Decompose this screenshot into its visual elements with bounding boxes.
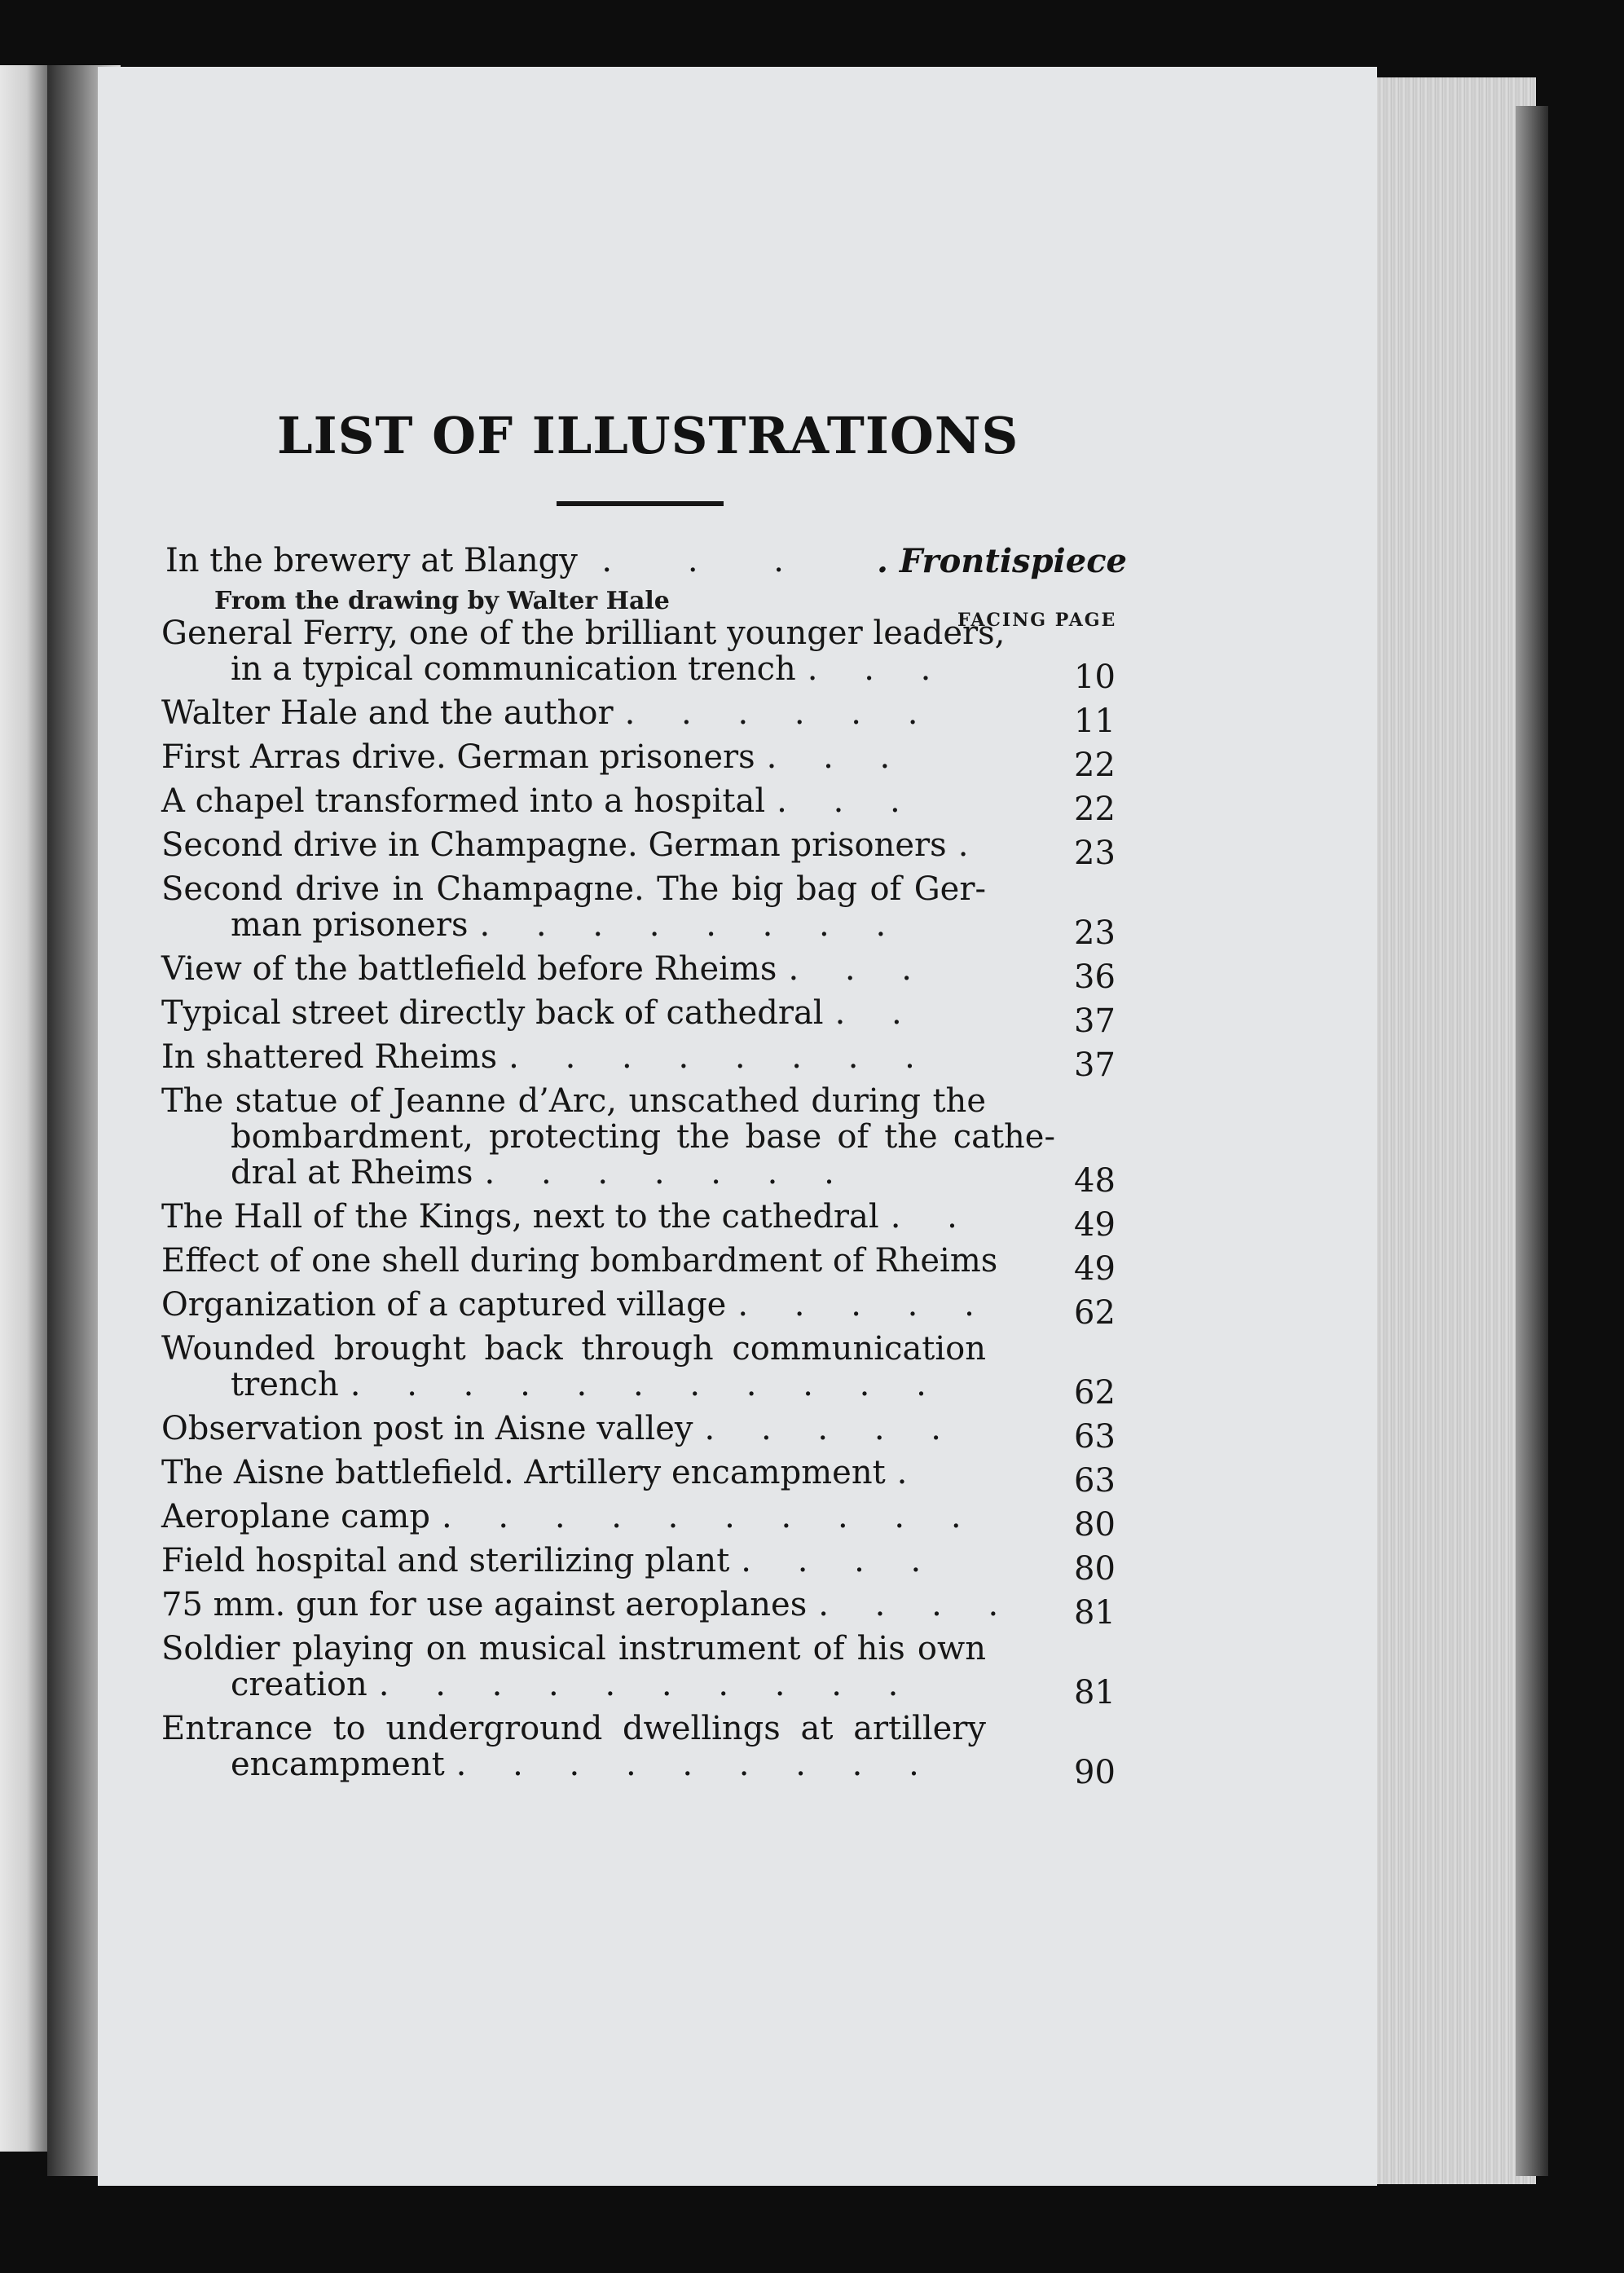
- entry-caption-line: [161, 1711, 986, 1747]
- entry-caption-text: In shattered Rheims: [161, 1038, 498, 1076]
- entry-caption-line: [161, 1455, 1139, 1491]
- entry-caption-text: Wounded brought back through communication: [161, 1330, 986, 1368]
- dot-leader: . .: [834, 994, 920, 1032]
- list-item: [161, 1542, 1139, 1588]
- entry-caption-text: encampment: [231, 1746, 445, 1783]
- entry-caption-line: [161, 1411, 1139, 1447]
- entry-caption-text: Organization of a captured village: [161, 1286, 727, 1324]
- entry-caption-text: Soldier playing on musical instrument of his own: [161, 1630, 986, 1667]
- list-item: [161, 950, 1139, 996]
- page-number: 11: [1074, 703, 1116, 740]
- frontispiece-credit: From the drawing by Walter Hale: [214, 587, 670, 615]
- list-item: [161, 1198, 1139, 1244]
- entry-caption-line: [161, 783, 1139, 819]
- entry-caption-line: [161, 995, 1139, 1031]
- entry-caption-text: Observation post in Aisne valley: [161, 1410, 693, 1447]
- dot-leader: . . . . . . . . . . .: [350, 1366, 944, 1403]
- page-number: 49: [1074, 1250, 1116, 1288]
- entry-caption-text: The Hall of the Kings, next to the cathedral: [161, 1198, 879, 1236]
- page-number: 36: [1074, 958, 1116, 996]
- entry-caption-text: Second drive in Champagne. The big bag of Ger-: [161, 870, 986, 908]
- dot-leader: . . . . . .: [624, 694, 936, 732]
- entry-caption-text: dral at Rheims: [231, 1154, 473, 1192]
- entry-caption-line: [161, 1631, 986, 1667]
- entry-caption-text: The Aisne battlefield. Artillery encampment: [161, 1454, 886, 1491]
- entry-caption-text: 75 mm. gun for use against aeroplanes: [161, 1586, 808, 1623]
- page-number: 81: [1074, 1674, 1116, 1711]
- entry-caption-text: Effect of one shell during bombardment of Rheims: [161, 1242, 998, 1280]
- list-item: [161, 1410, 1139, 1456]
- entry-caption-text: in a typical communication trench: [231, 650, 796, 688]
- page-number: 23: [1074, 835, 1116, 872]
- list-item: [161, 826, 1139, 872]
- page-stack-shadow: [1516, 106, 1548, 2176]
- page-number: 80: [1074, 1550, 1116, 1588]
- entry-caption-line: [161, 1155, 1139, 1191]
- page-number: 22: [1074, 791, 1116, 828]
- frontispiece-leader: . . . .: [516, 542, 817, 579]
- entry-caption-line: [161, 1083, 986, 1119]
- frontispiece-page: . Frontispiece: [877, 542, 1127, 580]
- page-number: 90: [1074, 1754, 1116, 1791]
- dot-leader: . .: [890, 1198, 975, 1236]
- entry-caption-line: [161, 1667, 1139, 1703]
- entry-caption-text: man prisoners: [231, 906, 469, 944]
- entry-caption-text: General Ferry, one of the brilliant younger leaders,: [161, 615, 1006, 652]
- dot-leader: . . .: [788, 950, 931, 988]
- entry-caption-text: First Arras drive. German prisoners: [161, 738, 755, 776]
- entry-caption-text: Second drive in Champagne. German prisoners: [161, 826, 947, 864]
- entry-caption-text: Aeroplane camp: [161, 1498, 430, 1535]
- illustrations-list: [161, 615, 1139, 1791]
- dot-leader: . . . . . . . . .: [456, 1746, 937, 1783]
- dot-leader: . . .: [766, 738, 909, 776]
- page-number: 62: [1074, 1294, 1116, 1332]
- title-rule: [557, 501, 724, 506]
- entry-caption-line: [161, 695, 1139, 731]
- entry-caption-text: Entrance to underground dwellings at artillery: [161, 1710, 986, 1747]
- left-page-edge: [0, 65, 49, 2152]
- page-number: 49: [1074, 1206, 1116, 1244]
- entry-caption-line: [161, 827, 1139, 863]
- entry-caption-text: Typical street directly back of cathedral: [161, 994, 824, 1032]
- page-number: 63: [1074, 1418, 1116, 1456]
- entry-caption-text: A chapel transformed into a hospital: [161, 782, 766, 820]
- list-item: [161, 1286, 1139, 1332]
- page-number: 37: [1074, 1046, 1116, 1084]
- frontispiece-entry: [165, 542, 1127, 583]
- entry-caption-text: Walter Hale and the author: [161, 694, 614, 732]
- dot-leader: [997, 1242, 1009, 1280]
- entry-caption-text: The statue of Jeanne d’Arc, unscathed during the: [161, 1082, 986, 1120]
- list-item: [161, 738, 1139, 784]
- page-number: 10: [1074, 659, 1116, 696]
- list-item: [161, 1242, 1139, 1288]
- dot-leader: . . . . . . . . . .: [441, 1498, 979, 1535]
- entry-caption-line: [161, 1367, 1139, 1403]
- dot-leader: . . . . . . . . . .: [378, 1666, 917, 1703]
- entry-caption-text: bombardment, protecting the base of the cathe-: [231, 1118, 1055, 1156]
- dot-leader: . . . . . . .: [484, 1154, 852, 1192]
- list-item: [161, 870, 1139, 952]
- entry-caption-line: [161, 615, 1006, 652]
- entry-caption-line: [161, 1287, 1139, 1323]
- entry-caption-line: [161, 907, 1139, 943]
- list-item: [161, 994, 1139, 1040]
- page-title: LIST OF ILLUSTRATIONS: [277, 406, 1019, 465]
- dot-leader: .: [896, 1454, 926, 1491]
- entry-caption-line: [161, 1499, 1139, 1535]
- page-number: 22: [1074, 747, 1116, 784]
- dot-leader: . . . . .: [737, 1286, 992, 1324]
- dot-leader: .: [957, 826, 987, 864]
- entry-caption-text: Field hospital and sterilizing plant: [161, 1542, 730, 1579]
- list-item: [161, 615, 1139, 696]
- page-number: 63: [1074, 1462, 1116, 1500]
- list-item: [161, 782, 1139, 828]
- entry-caption-line: [161, 1119, 1055, 1155]
- list-item: [161, 1498, 1139, 1544]
- entry-caption-line: [161, 1243, 1139, 1279]
- entry-caption-line: [161, 1331, 986, 1367]
- list-item: [161, 1038, 1139, 1084]
- list-item: [161, 1330, 1139, 1412]
- entry-caption-line: [161, 1543, 1139, 1579]
- dot-leader: . . . .: [741, 1542, 940, 1579]
- entry-caption-line: [161, 951, 1139, 987]
- entry-caption-text: View of the battlefield before Rheims: [161, 950, 777, 988]
- dot-leader: . . .: [777, 782, 918, 820]
- list-item: [161, 1586, 1139, 1632]
- page-number: 80: [1074, 1506, 1116, 1544]
- entry-caption-line: [161, 1039, 1139, 1075]
- entry-caption-line: [161, 1199, 1139, 1235]
- page-number: 62: [1074, 1374, 1116, 1412]
- entry-caption-text: creation: [231, 1666, 367, 1703]
- dot-leader: . . . . .: [704, 1410, 959, 1447]
- entry-caption-line: [161, 1747, 1139, 1782]
- frontispiece-label: In the brewery at Blangy: [165, 542, 578, 579]
- dot-leader: . . . . . . . .: [479, 906, 904, 944]
- entry-caption-line: [161, 651, 1139, 687]
- page-number: 48: [1074, 1162, 1116, 1200]
- list-item: [161, 694, 1139, 740]
- list-item: [161, 1710, 1139, 1791]
- dot-leader: . . .: [807, 650, 949, 688]
- list-item: [161, 1082, 1139, 1200]
- entry-caption-line: [161, 1587, 1139, 1623]
- page-number: 37: [1074, 1002, 1116, 1040]
- entry-caption-line: [161, 739, 1139, 775]
- dot-leader: . . . . . . . .: [508, 1038, 933, 1076]
- entry-caption-line: [161, 871, 986, 907]
- page-stack-edge: [1377, 77, 1536, 2184]
- page-number: 23: [1074, 914, 1116, 952]
- list-item: [161, 1454, 1139, 1500]
- facing-page-header: FACING PAGE: [957, 610, 1117, 631]
- entry-caption-text: trench: [231, 1366, 339, 1403]
- page-number: 81: [1074, 1594, 1116, 1632]
- dot-leader: . . . .: [818, 1586, 1017, 1623]
- list-item: [161, 1630, 1139, 1711]
